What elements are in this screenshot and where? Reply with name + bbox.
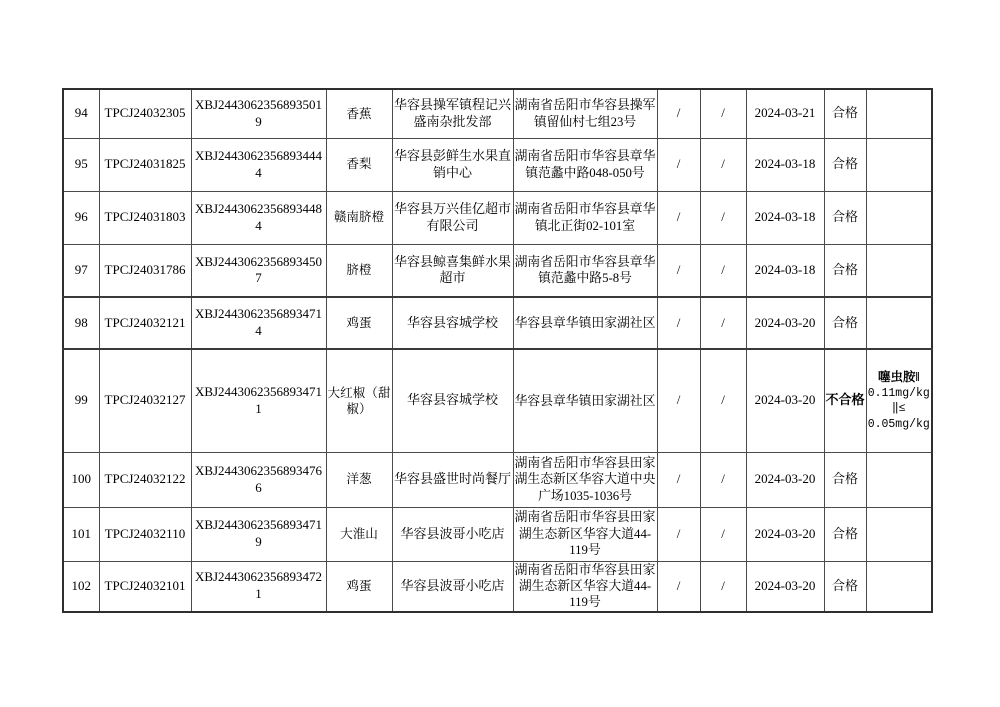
remark-substance: 噻虫胺‖ [877, 370, 920, 385]
cell-producer: 华容县波哥小吃店 [392, 507, 513, 561]
cell-batch-code: XBJ24430623568934719 [191, 507, 326, 561]
cell-product: 鸡蛋 [326, 561, 392, 612]
cell-address: 湖南省岳阳市华容县田家湖生态新区华容大道44-119号 [513, 507, 657, 561]
cell-result: 合格 [824, 244, 866, 297]
cell-result: 合格 [824, 452, 866, 507]
cell-batch-code: XBJ24430623568934714 [191, 297, 326, 349]
cell-slash-2: / [700, 191, 746, 244]
cell-batch-code: XBJ24430623568934766 [191, 452, 326, 507]
cell-result: 合格 [824, 297, 866, 349]
cell-batch-code: XBJ24430623568934711 [191, 349, 326, 452]
cell-sample-code: TPCJ24032305 [99, 89, 191, 138]
cell-batch-code: XBJ24430623568934507 [191, 244, 326, 297]
cell-slash-1: / [657, 297, 700, 349]
cell-address: 湖南省岳阳市华容县田家湖生态新区华容大道中央广场1035-1036号 [513, 452, 657, 507]
cell-seq: 97 [63, 244, 99, 297]
cell-producer: 华容县鲸喜集鲜水果超市 [392, 244, 513, 297]
cell-product: 洋葱 [326, 452, 392, 507]
cell-remark [866, 191, 932, 244]
table-row [63, 297, 932, 349]
cell-remark [866, 89, 932, 138]
cell-sample-code: TPCJ24031803 [99, 191, 191, 244]
cell-producer: 华容县盛世时尚餐厅 [392, 452, 513, 507]
cell-result: 合格 [824, 138, 866, 191]
cell-batch-code: XBJ24430623568934444 [191, 138, 326, 191]
cell-slash-2: / [700, 297, 746, 349]
cell-slash-2: / [700, 507, 746, 561]
table-row [63, 244, 932, 297]
cell-producer: 华容县操军镇程记兴盛南杂批发部 [392, 89, 513, 138]
cell-producer: 华容县彭鲜生水果直销中心 [392, 138, 513, 191]
table-row [63, 349, 932, 452]
cell-slash-1: / [657, 138, 700, 191]
cell-remark [866, 561, 932, 612]
cell-slash-2: / [700, 138, 746, 191]
cell-product: 脐橙 [326, 244, 392, 297]
cell-slash-1: / [657, 452, 700, 507]
cell-slash-1: / [657, 244, 700, 297]
cell-batch-code: XBJ24430623568935019 [191, 89, 326, 138]
cell-result: 合格 [824, 561, 866, 612]
cell-remark [866, 244, 932, 297]
cell-check-date: 2024-03-20 [746, 452, 824, 507]
cell-slash-2: / [700, 452, 746, 507]
cell-slash-2: / [700, 349, 746, 452]
cell-batch-code: XBJ24430623568934721 [191, 561, 326, 612]
table-row [63, 138, 932, 191]
cell-remark [866, 138, 932, 191]
cell-address: 湖南省岳阳市华容县操军镇留仙村七组23号 [513, 89, 657, 138]
cell-sample-code: TPCJ24032121 [99, 297, 191, 349]
table-row [63, 561, 932, 612]
cell-producer: 华容县容城学校 [392, 297, 513, 349]
cell-batch-code: XBJ24430623568934484 [191, 191, 326, 244]
cell-check-date: 2024-03-20 [746, 561, 824, 612]
cell-slash-1: / [657, 89, 700, 138]
cell-seq: 100 [63, 452, 99, 507]
cell-seq: 102 [63, 561, 99, 612]
cell-result: 合格 [824, 89, 866, 138]
inspection-results-table [62, 88, 933, 613]
table-row [63, 507, 932, 561]
cell-check-date: 2024-03-20 [746, 297, 824, 349]
cell-check-date: 2024-03-20 [746, 349, 824, 452]
cell-slash-1: / [657, 507, 700, 561]
cell-result: 合格 [824, 507, 866, 561]
cell-check-date: 2024-03-18 [746, 191, 824, 244]
cell-producer: 华容县容城学校 [392, 349, 513, 452]
cell-check-date: 2024-03-21 [746, 89, 824, 138]
cell-product: 香蕉 [326, 89, 392, 138]
cell-slash-1: / [657, 191, 700, 244]
cell-result: 合格 [824, 191, 866, 244]
cell-seq: 101 [63, 507, 99, 561]
cell-address: 湖南省岳阳市华容县田家湖生态新区华容大道44-119号 [513, 561, 657, 612]
cell-slash-2: / [700, 561, 746, 612]
cell-seq: 98 [63, 297, 99, 349]
table-row [63, 89, 932, 138]
table-body [63, 89, 932, 612]
cell-product: 赣南脐橙 [326, 191, 392, 244]
cell-producer: 华容县波哥小吃店 [392, 561, 513, 612]
cell-sample-code: TPCJ24032101 [99, 561, 191, 612]
cell-sample-code: TPCJ24032122 [99, 452, 191, 507]
cell-sample-code: TPCJ24031786 [99, 244, 191, 297]
cell-check-date: 2024-03-18 [746, 244, 824, 297]
cell-address: 华容县章华镇田家湖社区 [513, 297, 657, 349]
cell-remark [866, 349, 932, 452]
cell-product: 大淮山 [326, 507, 392, 561]
cell-producer: 华容县万兴佳亿超市有限公司 [392, 191, 513, 244]
cell-address: 华容县章华镇田家湖社区 [513, 349, 657, 452]
remark-value: ‖≤ [891, 402, 906, 416]
remark-value: 0.11mg/kg [867, 386, 930, 400]
cell-product: 大红椒（甜椒） [326, 349, 392, 452]
cell-address: 湖南省岳阳市华容县章华镇范蠡中路5-8号 [513, 244, 657, 297]
cell-seq: 95 [63, 138, 99, 191]
cell-result: 不合格 [824, 349, 866, 452]
cell-remark [866, 297, 932, 349]
cell-slash-1: / [657, 561, 700, 612]
cell-seq: 99 [63, 349, 99, 452]
cell-product: 鸡蛋 [326, 297, 392, 349]
cell-slash-2: / [700, 89, 746, 138]
cell-sample-code: TPCJ24031825 [99, 138, 191, 191]
remark-value: 0.05mg/kg [867, 417, 930, 431]
cell-slash-2: / [700, 244, 746, 297]
cell-sample-code: TPCJ24032110 [99, 507, 191, 561]
table-row [63, 191, 932, 244]
cell-check-date: 2024-03-18 [746, 138, 824, 191]
cell-remark [866, 507, 932, 561]
cell-product: 香梨 [326, 138, 392, 191]
cell-address: 湖南省岳阳市华容县章华镇范蠡中路048-050号 [513, 138, 657, 191]
cell-remark [866, 452, 932, 507]
cell-address: 湖南省岳阳市华容县章华镇北正街02-101室 [513, 191, 657, 244]
table-row [63, 452, 932, 507]
cell-seq: 96 [63, 191, 99, 244]
cell-sample-code: TPCJ24032127 [99, 349, 191, 452]
cell-slash-1: / [657, 349, 700, 452]
cell-seq: 94 [63, 89, 99, 138]
cell-check-date: 2024-03-20 [746, 507, 824, 561]
